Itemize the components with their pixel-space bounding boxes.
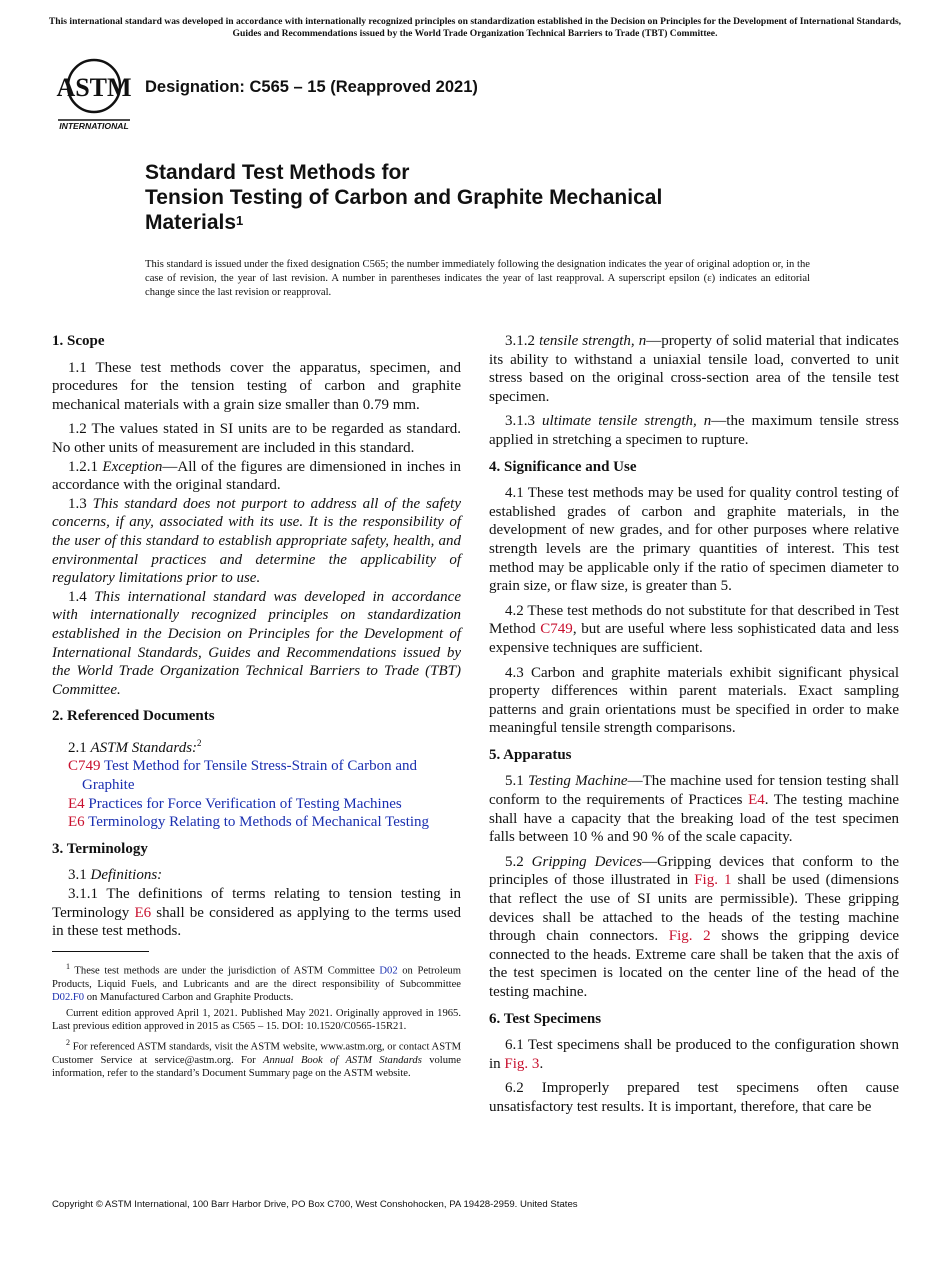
right-column (489, 332, 899, 1123)
ref-link-e4[interactable]: E4 (748, 792, 765, 809)
para-6-1: 6.1 Test specimens shall be produced to the configuration shown in Fig. 3. (489, 1037, 899, 1072)
para-3-1-2: 3.1.2 tensile strength, n—property of solid material that indicates its ability to withstand a uniaxial tensile load, converted to unit stress based on the original cross-section area of the tensile test specimen. (489, 333, 899, 405)
footnote-1-edition: Current edition approved April 1, 2021. Published May 2021. Originally approved in 1965. Last previous edition approved in 2015 as C565 – 15. DOI: 10.1520/C0565-15R21. (52, 1007, 461, 1033)
para-1-2-1: 1.2.1 Exception—All of the figures are dimensioned in inches in accordance with the original standard. (52, 458, 462, 494)
para-1-2: 1.2 The values stated in SI units are to be regarded as standard. No other units of measurement are included in this standard. (52, 421, 461, 456)
ref-link-fig-1[interactable]: Fig. 1 (694, 872, 732, 889)
ref-doc-e6[interactable]: E6 Terminology Relating to Methods of Mechanical Testing (68, 814, 430, 831)
document-title (145, 160, 845, 235)
para-5-1: 5.1 Testing Machine—The machine used for tension testing shall conform to the requirements of Practices E4. The testing machine shall have a capacity that the breaking load of the test specimen falls between 10 % and 90 % of the scale capacity. (489, 773, 899, 846)
para-3-1-3: 3.1.3 ultimate tensile strength, n—the maximum tensile stress applied in stretching a specimen to rupture. (489, 413, 899, 448)
section-heading-scope: 1. Scope (52, 333, 105, 349)
para-4-2: 4.2 These test methods do not substitute for that described in Test Method C749, but are useful where less sophisticated data and less expensive techniques are sufficient. (489, 602, 899, 656)
ref-doc-c749[interactable]: C749 Test Method for Tensile Stress-Strain of Carbon and Graphite (68, 758, 417, 794)
logo-subtext: INTERNATIONAL (59, 121, 129, 131)
top-notice: This international standard was developed in accordance with internationally recognized principles on standardization established in the Decision on Principles for the Development of International Standards, Guides and Recommendations issued by the World Trade Organization Technical Barriers to Trade (TBT) Committee. (48, 16, 902, 39)
para-1-1: 1.1 These test methods cover the apparatus, specimen, and procedures for the tension testing of carbon and graphite mechanical materials with a grain size smaller than 0.79 mm. (52, 359, 461, 413)
para-1-4: 1.4 This international standard was developed in accordance with internationally recognized principles on standardization established in the Decision on Principles for the Development of International Standards, Guides and Recommendations issued by the World Trade Organization Technical Barriers to Trade (TBT) Committee. (52, 588, 461, 698)
section-heading-terminology: 3. Terminology (52, 840, 148, 857)
title-footnote-mark: 1 (236, 213, 244, 228)
ref-link-fig-3[interactable]: Fig. 3 (504, 1055, 540, 1072)
title-line-2: Tension Testing of Carbon and Graphite Mechanical (145, 186, 663, 209)
para-4-1: 4.1 These test methods may be used for quality control testing of established grades of carbon and graphite materials, in the development of new grades, and for other purposes where relative strength levels are the primary quantities of interest. This test method may be applicable only if the ratio of specimen diameter to grain size, or flaw size, is greater than 5. (489, 485, 899, 595)
section-heading-test-specimens: 6. Test Specimens (489, 1010, 602, 1027)
designation: Designation: C565 – 15 (Reapproved 2021) (145, 78, 478, 96)
ref-link-e6[interactable]: E6 (134, 904, 152, 921)
section-heading-apparatus: 5. Apparatus (489, 746, 572, 763)
ref-doc-e4[interactable]: E4 Practices for Force Verification of Testing Machines (68, 795, 402, 812)
section-heading-referenced-documents: 2. Referenced Documents (52, 708, 215, 725)
title-line-1: Standard Test Methods for (145, 161, 410, 184)
para-3-1-1: 3.1.1 The definitions of terms relating to tension testing in Terminology E6 shall be considered as applying to the terms used in these test methods. (52, 886, 461, 940)
para-1-3: 1.3 This standard does not purport to address all of the safety concerns, if any, associated with its use. It is the responsibility of the user of this standard to establish appropriate safety, health, and environmental practices and determine the applicability of regulatory limitations prior to use. (52, 495, 462, 587)
copyright-footer: Copyright © ASTM International, 100 Barr Harbor Drive, PO Box C700, West Conshohocken, PA 19428-2959. United States (52, 1199, 578, 1210)
ref-link-fig-2[interactable]: Fig. 2 (668, 928, 711, 945)
para-4-3: 4.3 Carbon and graphite materials exhibit significant physical property differences within parent materials. Exact sampling patterns and grain orientations must be specified in order to make meaningful tensile strength comparisons. (489, 664, 899, 737)
para-5-2: 5.2 Gripping Devices—Gripping devices that conform to the principles of those illustrated in Fig. 1 shall be used (dimensions that reflect the use of SI units are permissible). These gripping devices shall be attached to the heads of the testing machine through chain connectors. Fig. 2 shows the gripping device connected to the heads. Extreme care shall be taken that the axis of the test specimen is located on the center line of the head of the testing machine. (489, 853, 899, 1000)
logo-text: ASTM (56, 73, 132, 102)
preamble: This standard is issued under the fixed designation C565; the number immediately following the designation indicates the year of original adoption or, in the case of revision, the year of last revision. A number in parentheses indicates the year of last reapproval. A superscript epsilon (ε) indicates an editorial change since the last revision or reapproval. (145, 259, 810, 298)
para-6-2: 6.2 Improperly prepared test specimens often cause unsatisfactory test results. It is important, therefore, that care be (489, 1080, 899, 1115)
title-line-3: Materials$^1$ (145, 211, 244, 234)
section-heading-significance: 4. Significance and Use (489, 458, 637, 475)
ref-link-c749[interactable]: C749 (540, 621, 573, 638)
para-2-1: 2.1 ASTM Standards:$^2$ (68, 737, 202, 756)
footnote-divider (52, 951, 149, 952)
footnote-2: $^2$ For referenced ASTM standards, visit the ASTM website, www.astm.org, or contact ASTM Customer Service at service@astm.org. For Annual Book of ASTM Standards volume information, refer to the standard’s Document Summary page on the ASTM website. (52, 1038, 461, 1080)
astm-logo (54, 58, 134, 132)
astm-logo-icon (54, 58, 134, 132)
footnote-1: $^1$ These test methods are under the jurisdiction of ASTM Committee D02 on Petroleum Products, Liquid Fuels, and Lubricants and are the direct responsibility of Subcommittee D02.F0 on Manufactured Carbon and Graphite Products. (52, 961, 462, 1003)
left-column (52, 332, 461, 1084)
footnote-link-d02-f0[interactable]: D02.F0 (52, 991, 85, 1003)
para-3-1: 3.1 Definitions: (68, 867, 163, 884)
footnote-link-d02[interactable]: D02 (379, 965, 398, 977)
